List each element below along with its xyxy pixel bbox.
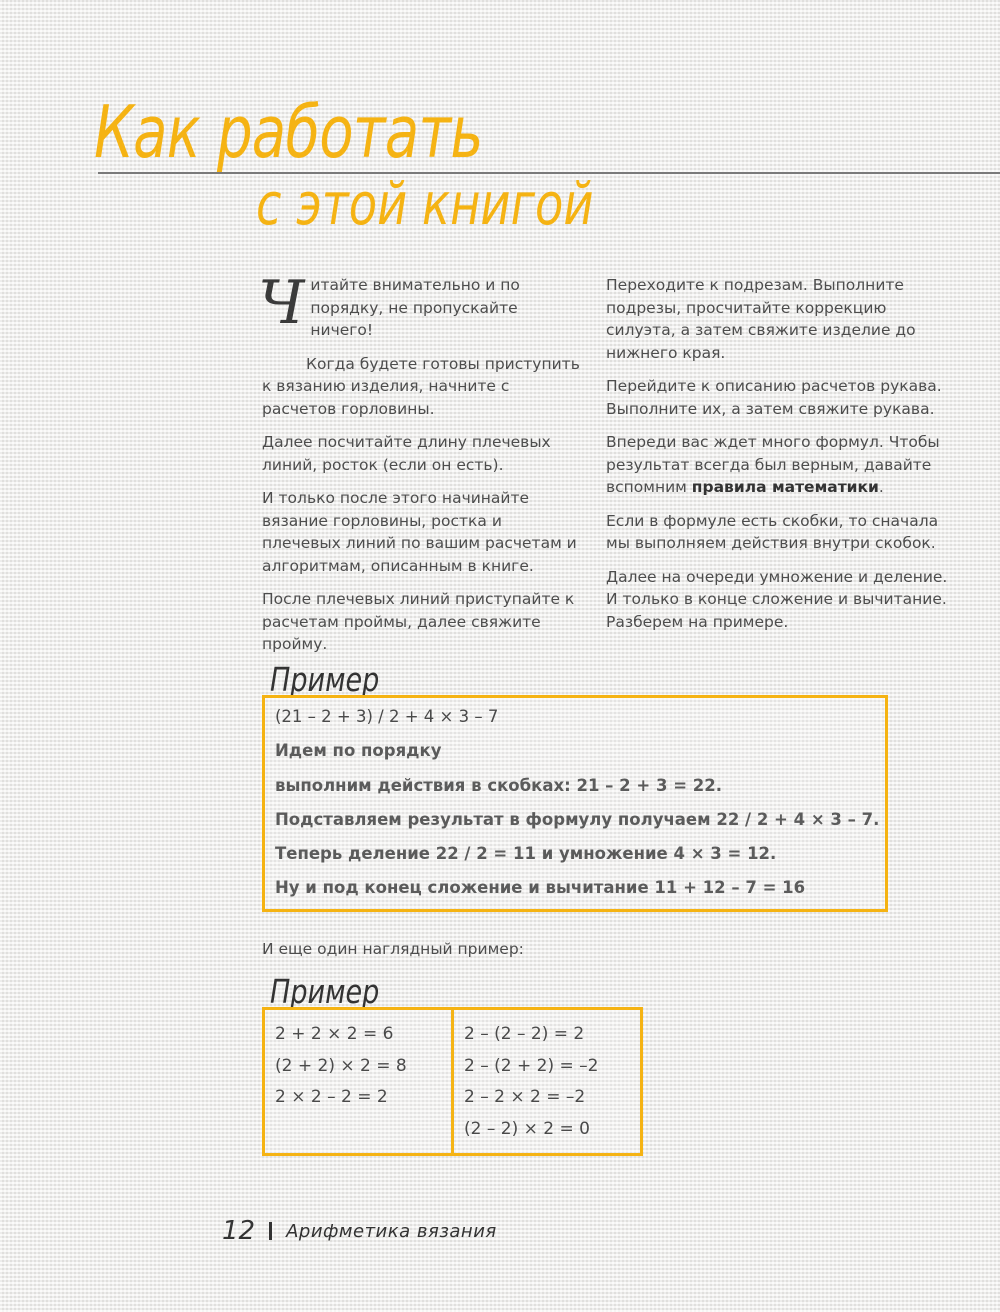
- example-step: выполним действия в скобках: 21 – 2 + 3 = 22.: [275, 775, 722, 795]
- equation: 2 + 2 × 2 = 6: [275, 1024, 394, 1044]
- page-subtitle: с этой книгой: [256, 170, 594, 238]
- example-label: Пример: [270, 972, 380, 1011]
- right-column: [606, 274, 954, 644]
- text-span: .: [878, 478, 884, 496]
- equation: (2 + 2) × 2 = 8: [275, 1055, 407, 1076]
- paragraph: Если в формуле есть скобки, то сначала мы выполняем действия внутри скобок.: [606, 511, 939, 552]
- footer-divider: [269, 1222, 272, 1240]
- paragraph: Переходите к подрезам. Выполните подрезы, просчитайте коррекцию силуэта, а затем свяжите изделие до нижнего края.: [606, 276, 916, 362]
- paragraph: Далее на очереди умножение и деление. И только в конце сложение и вычитание. Разберем на примере.: [606, 567, 948, 631]
- book-title: Арифметика вязания: [286, 1220, 497, 1242]
- paragraph: Перейдите к описанию расчетов рукава. Выполните их, а затем свяжите рукава.: [606, 377, 942, 418]
- paragraph-intro-text: итайте внимательно и по порядку, не пропускайте ничего!: [310, 276, 520, 339]
- example-step: Идем по порядку: [275, 741, 442, 761]
- page-title: Как работать: [94, 90, 483, 174]
- example-step: Ну и под конец сложение и вычитание 11 + 12 – 7 = 16: [275, 878, 806, 898]
- example-step: Подставляем результат в формулу получаем 22 / 2 + 4 × 3 – 7.: [275, 809, 880, 829]
- example-column-right: [451, 1010, 640, 1153]
- equation: (2 – 2) × 2 = 0: [464, 1118, 590, 1139]
- math-rules-emphasis: правила математики: [691, 478, 879, 496]
- example-column-left: [265, 1010, 451, 1153]
- dropcap: Ч: [258, 268, 305, 338]
- example-formula: (21 – 2 + 3) / 2 + 4 × 3 – 7: [275, 707, 499, 726]
- page-number: 12: [222, 1216, 256, 1246]
- text-span: Впереди вас ждет много формул. Чтобы результат всегда был верным, давайте вспомним: [606, 433, 940, 496]
- paragraph-intro: [258, 268, 580, 342]
- paragraph: Далее посчитайте длину плечевых линий, росток (если он есть).: [262, 433, 551, 474]
- example-box: [262, 695, 888, 912]
- paragraph: После плечевых линий приступайте к расчетам проймы, далее свяжите пройму.: [262, 590, 575, 653]
- equation: 2 × 2 – 2 = 2: [275, 1087, 388, 1107]
- equation: 2 – (2 + 2) = –2: [464, 1055, 599, 1076]
- paragraph-math-rules: [606, 431, 954, 499]
- intro-second-example: И еще один наглядный пример:: [262, 940, 524, 958]
- paragraph: И только после этого начинайте вязание горловины, ростка и плечевых линий по вашим расчетам и алгоритмам, описанным в книге.: [262, 489, 577, 575]
- page-footer: [222, 1216, 497, 1246]
- left-column: [258, 268, 580, 667]
- equation: 2 – 2 × 2 = –2: [464, 1087, 586, 1107]
- example-step: Теперь деление 22 / 2 = 11 и умножение 4 × 3 = 12.: [275, 844, 777, 864]
- example-label: Пример: [270, 660, 380, 699]
- equation: 2 – (2 – 2) = 2: [464, 1024, 585, 1044]
- example-table: [262, 1007, 643, 1156]
- paragraph: Когда будете готовы приступить к вязанию изделия, начните с расчетов горловины.: [262, 354, 580, 418]
